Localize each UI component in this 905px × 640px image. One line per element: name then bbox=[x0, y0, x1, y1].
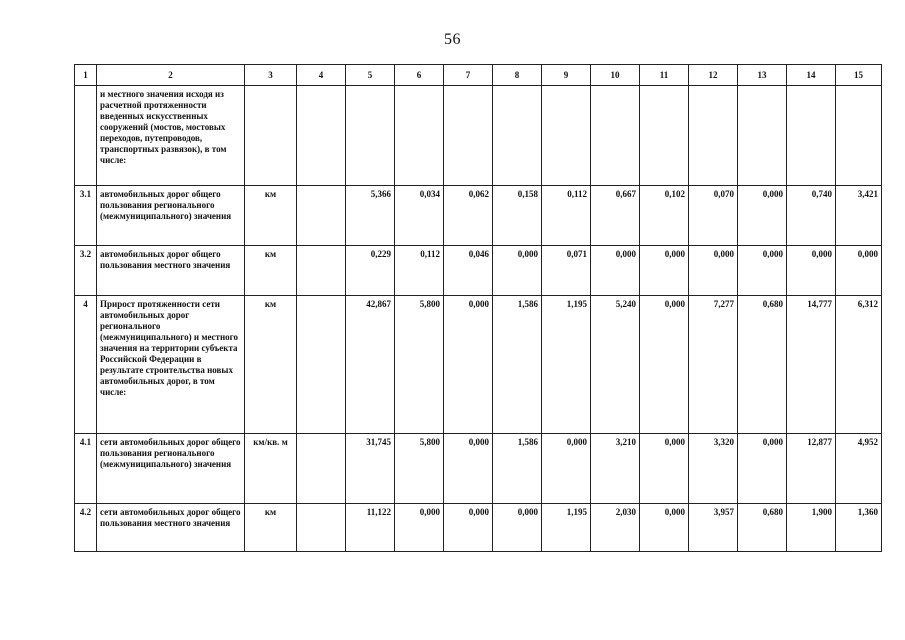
row-value: 0,000 bbox=[444, 434, 493, 504]
row-value bbox=[640, 86, 689, 186]
row-value: 0,000 bbox=[640, 296, 689, 434]
row-number bbox=[75, 86, 97, 186]
row-number: 4 bbox=[75, 296, 97, 434]
table-row bbox=[75, 186, 882, 246]
row-value: 0,112 bbox=[542, 186, 591, 246]
row-description: автомобильных дорог общего пользования регионального (межмуниципального) значения bbox=[97, 186, 245, 246]
row-value: 31,745 bbox=[346, 434, 395, 504]
column-header: 1 bbox=[75, 65, 97, 86]
row-value: 1,900 bbox=[787, 504, 836, 552]
row-value: 0,000 bbox=[542, 434, 591, 504]
row-value bbox=[542, 86, 591, 186]
row-value: 3,957 bbox=[689, 504, 738, 552]
row-value: 3,210 bbox=[591, 434, 640, 504]
row-value: 14,777 bbox=[787, 296, 836, 434]
row-description: сети автомобильных дорог общего пользования регионального (межмуниципального) значения bbox=[97, 434, 245, 504]
column-header: 14 bbox=[787, 65, 836, 86]
row-value bbox=[591, 86, 640, 186]
row-unit: км bbox=[245, 246, 297, 296]
row-col4 bbox=[297, 296, 346, 434]
row-value: 0,000 bbox=[444, 296, 493, 434]
column-header: 15 bbox=[836, 65, 882, 86]
row-col4 bbox=[297, 246, 346, 296]
column-header: 3 bbox=[245, 65, 297, 86]
row-value: 0,070 bbox=[689, 186, 738, 246]
data-table bbox=[74, 64, 882, 552]
row-value: 42,867 bbox=[346, 296, 395, 434]
row-value: 3,421 bbox=[836, 186, 882, 246]
row-unit: км bbox=[245, 504, 297, 552]
row-description: автомобильных дорог общего пользования местного значения bbox=[97, 246, 245, 296]
row-value bbox=[738, 86, 787, 186]
row-value: 11,122 bbox=[346, 504, 395, 552]
row-value: 0,071 bbox=[542, 246, 591, 296]
table-row bbox=[75, 296, 882, 434]
row-unit: км/кв. м bbox=[245, 434, 297, 504]
row-value: 0,046 bbox=[444, 246, 493, 296]
column-header: 12 bbox=[689, 65, 738, 86]
row-value: 0,158 bbox=[493, 186, 542, 246]
table-row bbox=[75, 86, 882, 186]
row-value bbox=[395, 86, 444, 186]
row-value: 0,000 bbox=[689, 246, 738, 296]
row-value: 1,195 bbox=[542, 296, 591, 434]
column-header: 4 bbox=[297, 65, 346, 86]
row-value: 0,229 bbox=[346, 246, 395, 296]
row-value: 1,586 bbox=[493, 296, 542, 434]
row-value: 0,000 bbox=[640, 504, 689, 552]
row-value bbox=[444, 86, 493, 186]
row-value: 6,312 bbox=[836, 296, 882, 434]
row-value: 3,320 bbox=[689, 434, 738, 504]
row-value: 0,000 bbox=[444, 504, 493, 552]
row-value: 1,360 bbox=[836, 504, 882, 552]
row-value: 0,000 bbox=[640, 246, 689, 296]
row-value: 7,277 bbox=[689, 296, 738, 434]
row-value bbox=[836, 86, 882, 186]
row-value: 12,877 bbox=[787, 434, 836, 504]
table-row bbox=[75, 434, 882, 504]
column-header: 6 bbox=[395, 65, 444, 86]
row-col4 bbox=[297, 86, 346, 186]
row-value: 5,800 bbox=[395, 296, 444, 434]
row-value: 0,112 bbox=[395, 246, 444, 296]
row-value: 0,000 bbox=[738, 434, 787, 504]
row-value: 0,062 bbox=[444, 186, 493, 246]
row-value bbox=[493, 86, 542, 186]
table-header-row bbox=[75, 65, 882, 86]
column-header: 10 bbox=[591, 65, 640, 86]
row-value: 0,000 bbox=[787, 246, 836, 296]
row-unit: км bbox=[245, 296, 297, 434]
row-value: 5,800 bbox=[395, 434, 444, 504]
row-value: 5,366 bbox=[346, 186, 395, 246]
column-header: 7 bbox=[444, 65, 493, 86]
row-value: 0,000 bbox=[836, 246, 882, 296]
row-value: 0,000 bbox=[738, 246, 787, 296]
row-value: 0,000 bbox=[493, 504, 542, 552]
row-value: 2,030 bbox=[591, 504, 640, 552]
row-value: 0,000 bbox=[738, 186, 787, 246]
row-value: 0,102 bbox=[640, 186, 689, 246]
row-description: и местного значения исходя из расчетной протяженности введенных искусственных сооружений (мостов, мостовых переходов, путепроводов, транспортных развязок), в том числе: bbox=[97, 86, 245, 186]
column-header: 9 bbox=[542, 65, 591, 86]
row-value: 0,000 bbox=[493, 246, 542, 296]
table-row bbox=[75, 504, 882, 552]
row-value: 0,034 bbox=[395, 186, 444, 246]
column-header: 8 bbox=[493, 65, 542, 86]
row-unit: км bbox=[245, 186, 297, 246]
row-value: 0,000 bbox=[640, 434, 689, 504]
column-header: 5 bbox=[346, 65, 395, 86]
row-value: 0,680 bbox=[738, 504, 787, 552]
row-description: Прирост протяженности сети автомобильных дорог регионального (межмуниципального) и местного значения на территории субъекта Российской Федерации в результате строительства новых автомобильных дорог, в том числе: bbox=[97, 296, 245, 434]
row-value bbox=[787, 86, 836, 186]
column-header: 13 bbox=[738, 65, 787, 86]
row-number: 3.1 bbox=[75, 186, 97, 246]
row-number: 4.2 bbox=[75, 504, 97, 552]
row-value: 4,952 bbox=[836, 434, 882, 504]
row-value: 1,586 bbox=[493, 434, 542, 504]
page-number: 56 bbox=[444, 31, 461, 48]
column-header: 2 bbox=[97, 65, 245, 86]
row-value: 0,000 bbox=[395, 504, 444, 552]
table-row bbox=[75, 246, 882, 296]
row-value: 0,740 bbox=[787, 186, 836, 246]
row-value: 5,240 bbox=[591, 296, 640, 434]
row-value bbox=[346, 86, 395, 186]
row-unit bbox=[245, 86, 297, 186]
row-description: сети автомобильных дорог общего пользования местного значения bbox=[97, 504, 245, 552]
row-value: 0,667 bbox=[591, 186, 640, 246]
row-number: 4.1 bbox=[75, 434, 97, 504]
column-header: 11 bbox=[640, 65, 689, 86]
row-col4 bbox=[297, 504, 346, 552]
row-value bbox=[689, 86, 738, 186]
row-number: 3.2 bbox=[75, 246, 97, 296]
row-value: 1,195 bbox=[542, 504, 591, 552]
row-value: 0,000 bbox=[591, 246, 640, 296]
row-col4 bbox=[297, 186, 346, 246]
row-value: 0,680 bbox=[738, 296, 787, 434]
row-col4 bbox=[297, 434, 346, 504]
